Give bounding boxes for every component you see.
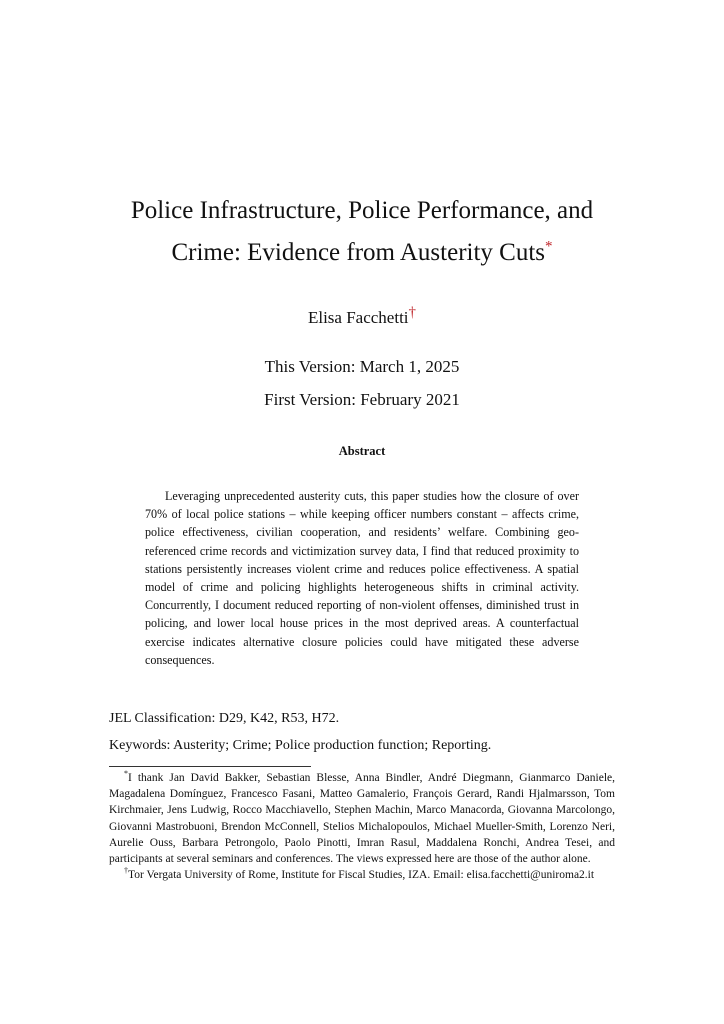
author-footnote-mark[interactable]: † <box>408 304 417 321</box>
author-name <box>0 306 724 330</box>
footnote-2-text: Tor Vergata University of Rome, Institute for Fiscal Studies, IZA. Email: elisa.facchetti@uniroma2.it <box>128 869 595 882</box>
keywords: Keywords: Austerity; Crime; Police production function; Reporting. <box>109 738 492 753</box>
author-name-text: Elisa Facchetti <box>307 308 409 327</box>
first-version: First Version: February 2021 <box>264 390 460 409</box>
footnote-1-mark: * <box>124 769 128 779</box>
title-footnote-mark[interactable]: * <box>545 238 553 255</box>
title-line-1: Police Infrastructure, Police Performance, and <box>130 197 594 224</box>
paper-title <box>0 190 724 274</box>
this-version: This Version: March 1, 2025 <box>264 357 460 376</box>
footnotes <box>109 770 615 883</box>
footnote-2-mark: † <box>124 866 128 876</box>
abstract-text: Leveraging unprecedented austerity cuts, this paper studies how the closure of over 70% of local police stations – while keeping officer numbers constant – affects crime, police effectiveness, civilian cooperation, and residents’ welfare. Combining geo-referenced crime records and victimization survey data, I find that reduced proximity to stations persistently increases violent crime and reduces police effectiveness. A spatial model of crime and policing highlights heterogeneous shifts in criminal activity. Concurrently, I document reduced reporting of non-violent offenses, diminished trust in policing, and lower local house prices in the most deprived areas. A counterfactual exercise indicates alternative closure policies could have mitigated these adverse consequences. <box>145 489 579 667</box>
title-line-2 <box>0 232 724 274</box>
footnote-rule <box>109 766 311 767</box>
abstract-heading: Abstract <box>338 444 386 458</box>
title-line-2-text: Crime: Evidence from Austerity Cuts <box>171 239 546 266</box>
footnote-1-text: I thank Jan David Bakker, Sebastian Blesse, Anna Bindler, André Diegmann, Gianmarco Daniele, Magadalena Domínguez, Francesco Fasani, Matteo Gamalerio, François Gerard, Randi Hjalmarsson, Tom Kirchmaier, Jens Ludwig, Rocco Macchiavello, Stephen Machin, Marco Manacorda, Giovanna Marcolongo, Giovanni Mastrobuoni, Brendon McConnell, Stelios Michalopoulos, Michael Mueller-Smith, Lorenzo Neri, Aurelie Ouss, Barbara Petrongolo, Paolo Pinotti, Imran Rasul, Maddalena Ronchi, Andrea Tesei, and participants at several seminars and conferences. The views expressed here are those of the author alone. <box>109 772 615 866</box>
footnote-affiliation <box>109 867 615 883</box>
jel-classification: JEL Classification: D29, K42, R53, H72. <box>109 711 340 726</box>
footnote-acknowledgements <box>109 770 615 867</box>
